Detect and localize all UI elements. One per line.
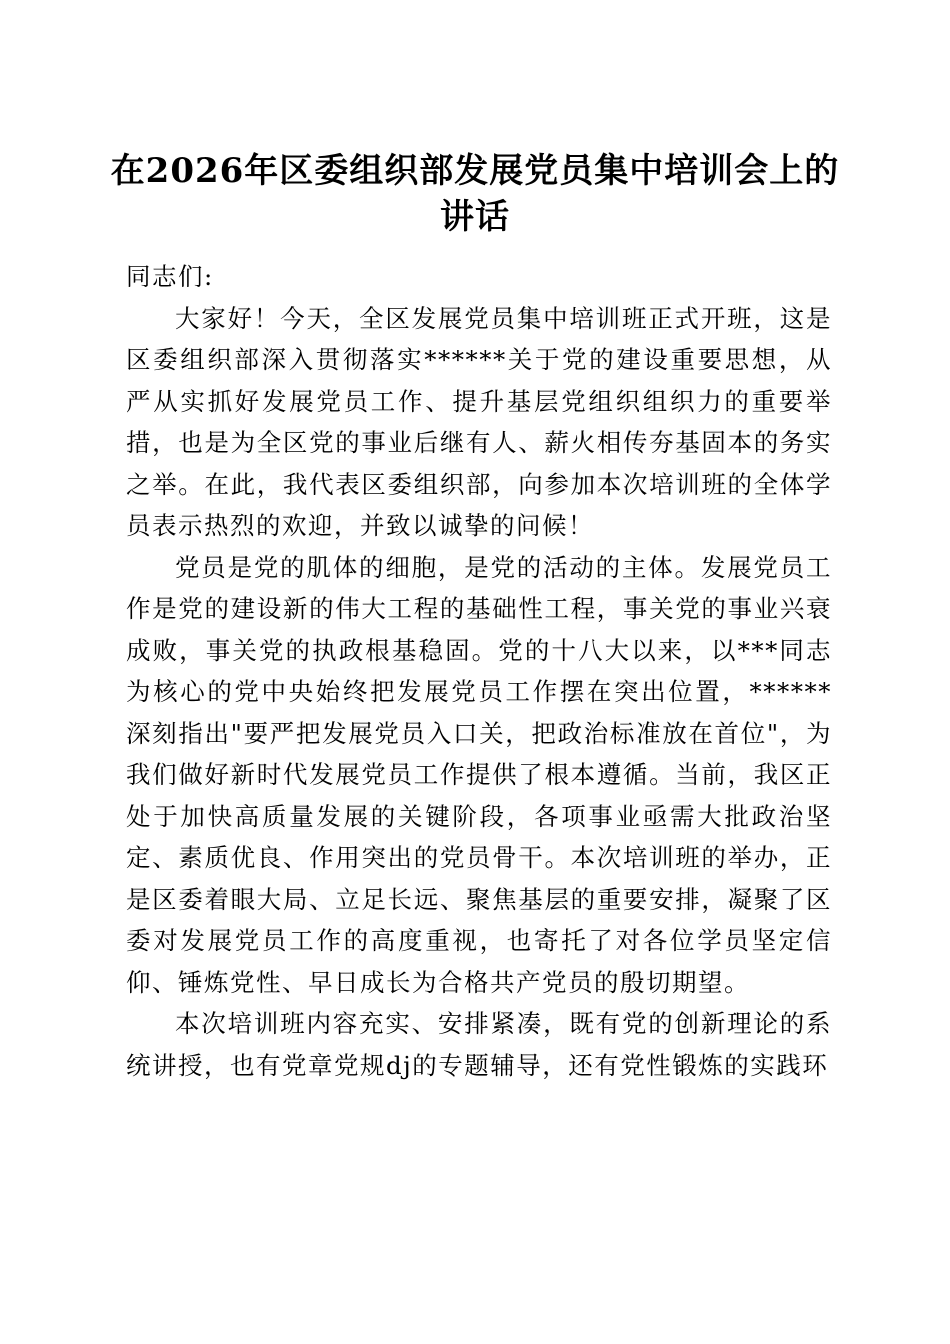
paragraph-training-content: 本次培训班内容充实、安排紧凑，既有党的创新理论的系统讲授，也有党章党规dj的专题辅导，还有党性锻炼的实践环	[126, 1009, 832, 1080]
paragraph-welcome: 大家好！今天，全区发展党员集中培训班正式开班，这是区委组织部深入贯彻落实******关于党的建设重要思想，从严从实抓好发展党员工作、提升基层党组织组织力的重要举措，也是为全区党的事业后继有人、薪火相传夯基固本的务实之举。在此，我代表区委组织部，向参加本次培训班的全体学员表示热烈的欢迎，并致以诚挚的问候！	[126, 303, 832, 540]
salutation: 同志们:	[126, 262, 214, 291]
document-title: 在2026年区委组织部发展党员集中培训会上的讲话	[110, 151, 840, 237]
document-body	[126, 256, 832, 1086]
paragraph-significance: 党员是党的肌体的细胞，是党的活动的主体。发展党员工作是党的建设新的伟大工程的基础性工程，事关党的事业兴衰成败，事关党的执政根基稳固。党的十八大以来，以***同志为核心的党中央始终把发展党员工作摆在突出位置，******深刻指出"要严把发展党员入口关，把政治标准放在首位"，为我们做好新时代发展党员工作提供了根本遵循。当前，我区正处于加快高质量发展的关键阶段，各项事业亟需大批政治坚定、素质优良、作用突出的党员骨干。本次培训班的举办，正是区委着眼大局、立足长远、聚焦基层的重要安排，凝聚了区委对发展党员工作的高度重视，也寄托了对各位学员坚定信仰、锤炼党性、早日成长为合格共产党员的殷切期望。	[126, 552, 832, 997]
